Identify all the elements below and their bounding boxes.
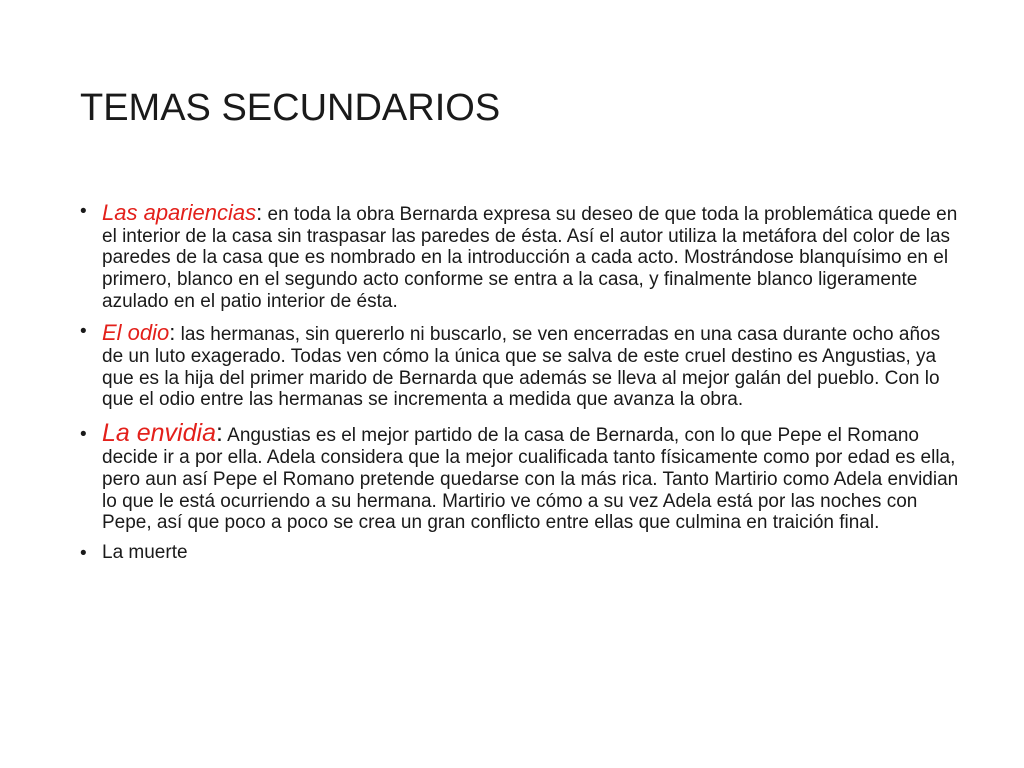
bullet-term: La envidia [102,418,216,447]
bullet-term: El odio [102,320,170,346]
bullet-text: en toda la obra Bernarda expresa su deseo de que toda la problemática quede en el interior de la casa sin traspasar las paredes de ésta. Así el autor utiliza la metáfora del color de las paredes de la casa que es nombrado en la introducción a cada acto. Mostrándose blanquísimo en el primero, blanco en el segundo acto conforme se entra a la casa, y finalmente blanco ligeramente azulado en el patio interior de ésta. [102,204,958,312]
bullet-dot-icon: • [80,423,87,445]
bullet-apariencias [80,200,960,312]
bullet-text: las hermanas, sin quererlo ni buscarlo, se ven encerradas en una casa durante ocho años de un luto exagerado. Todas ven cómo la única que se salva de este cruel destino es Angustias, ya que es la hija del primer marido de Bernarda que además se lleva al mejor galán del pueblo. Con lo que el odio entre las hermanas se incrementa a medida que avanza la obra. [102,324,941,411]
bullet-text: La muerte [102,542,188,564]
bullet-dot-icon: • [80,321,87,343]
bullet-odio [80,320,960,411]
bullet-muerte [80,542,960,564]
bullet-list [80,200,960,572]
bullet-separator: : [169,320,176,346]
bullet-dot-icon: • [80,201,87,222]
bullet-envidia [80,419,960,534]
bullet-text: Angustias es el mejor partido de la casa de Bernarda, con lo que Pepe el Romano decide ir a por ella. Adela considera que la mejor cualificada tanto físicamente como por edad es ella, pero aun así Pepe el Romano pretende quedarse con la más rica. Tanto Martirio como Adela envidian lo que le está ocurriendo a su hermana. Martirio ve cómo a su vez Adela está por las noches con Pepe, así que poco a poco se crea un gran conflicto entre ellas que culmina en traición final. [102,424,959,534]
bullet-term: Las apariencias [102,200,257,225]
bullet-dot-icon: • [80,543,87,565]
bullet-separator: : [256,200,263,225]
bullet-separator: : [215,418,223,447]
slide-title: TEMAS SECUNDARIOS [80,87,501,129]
